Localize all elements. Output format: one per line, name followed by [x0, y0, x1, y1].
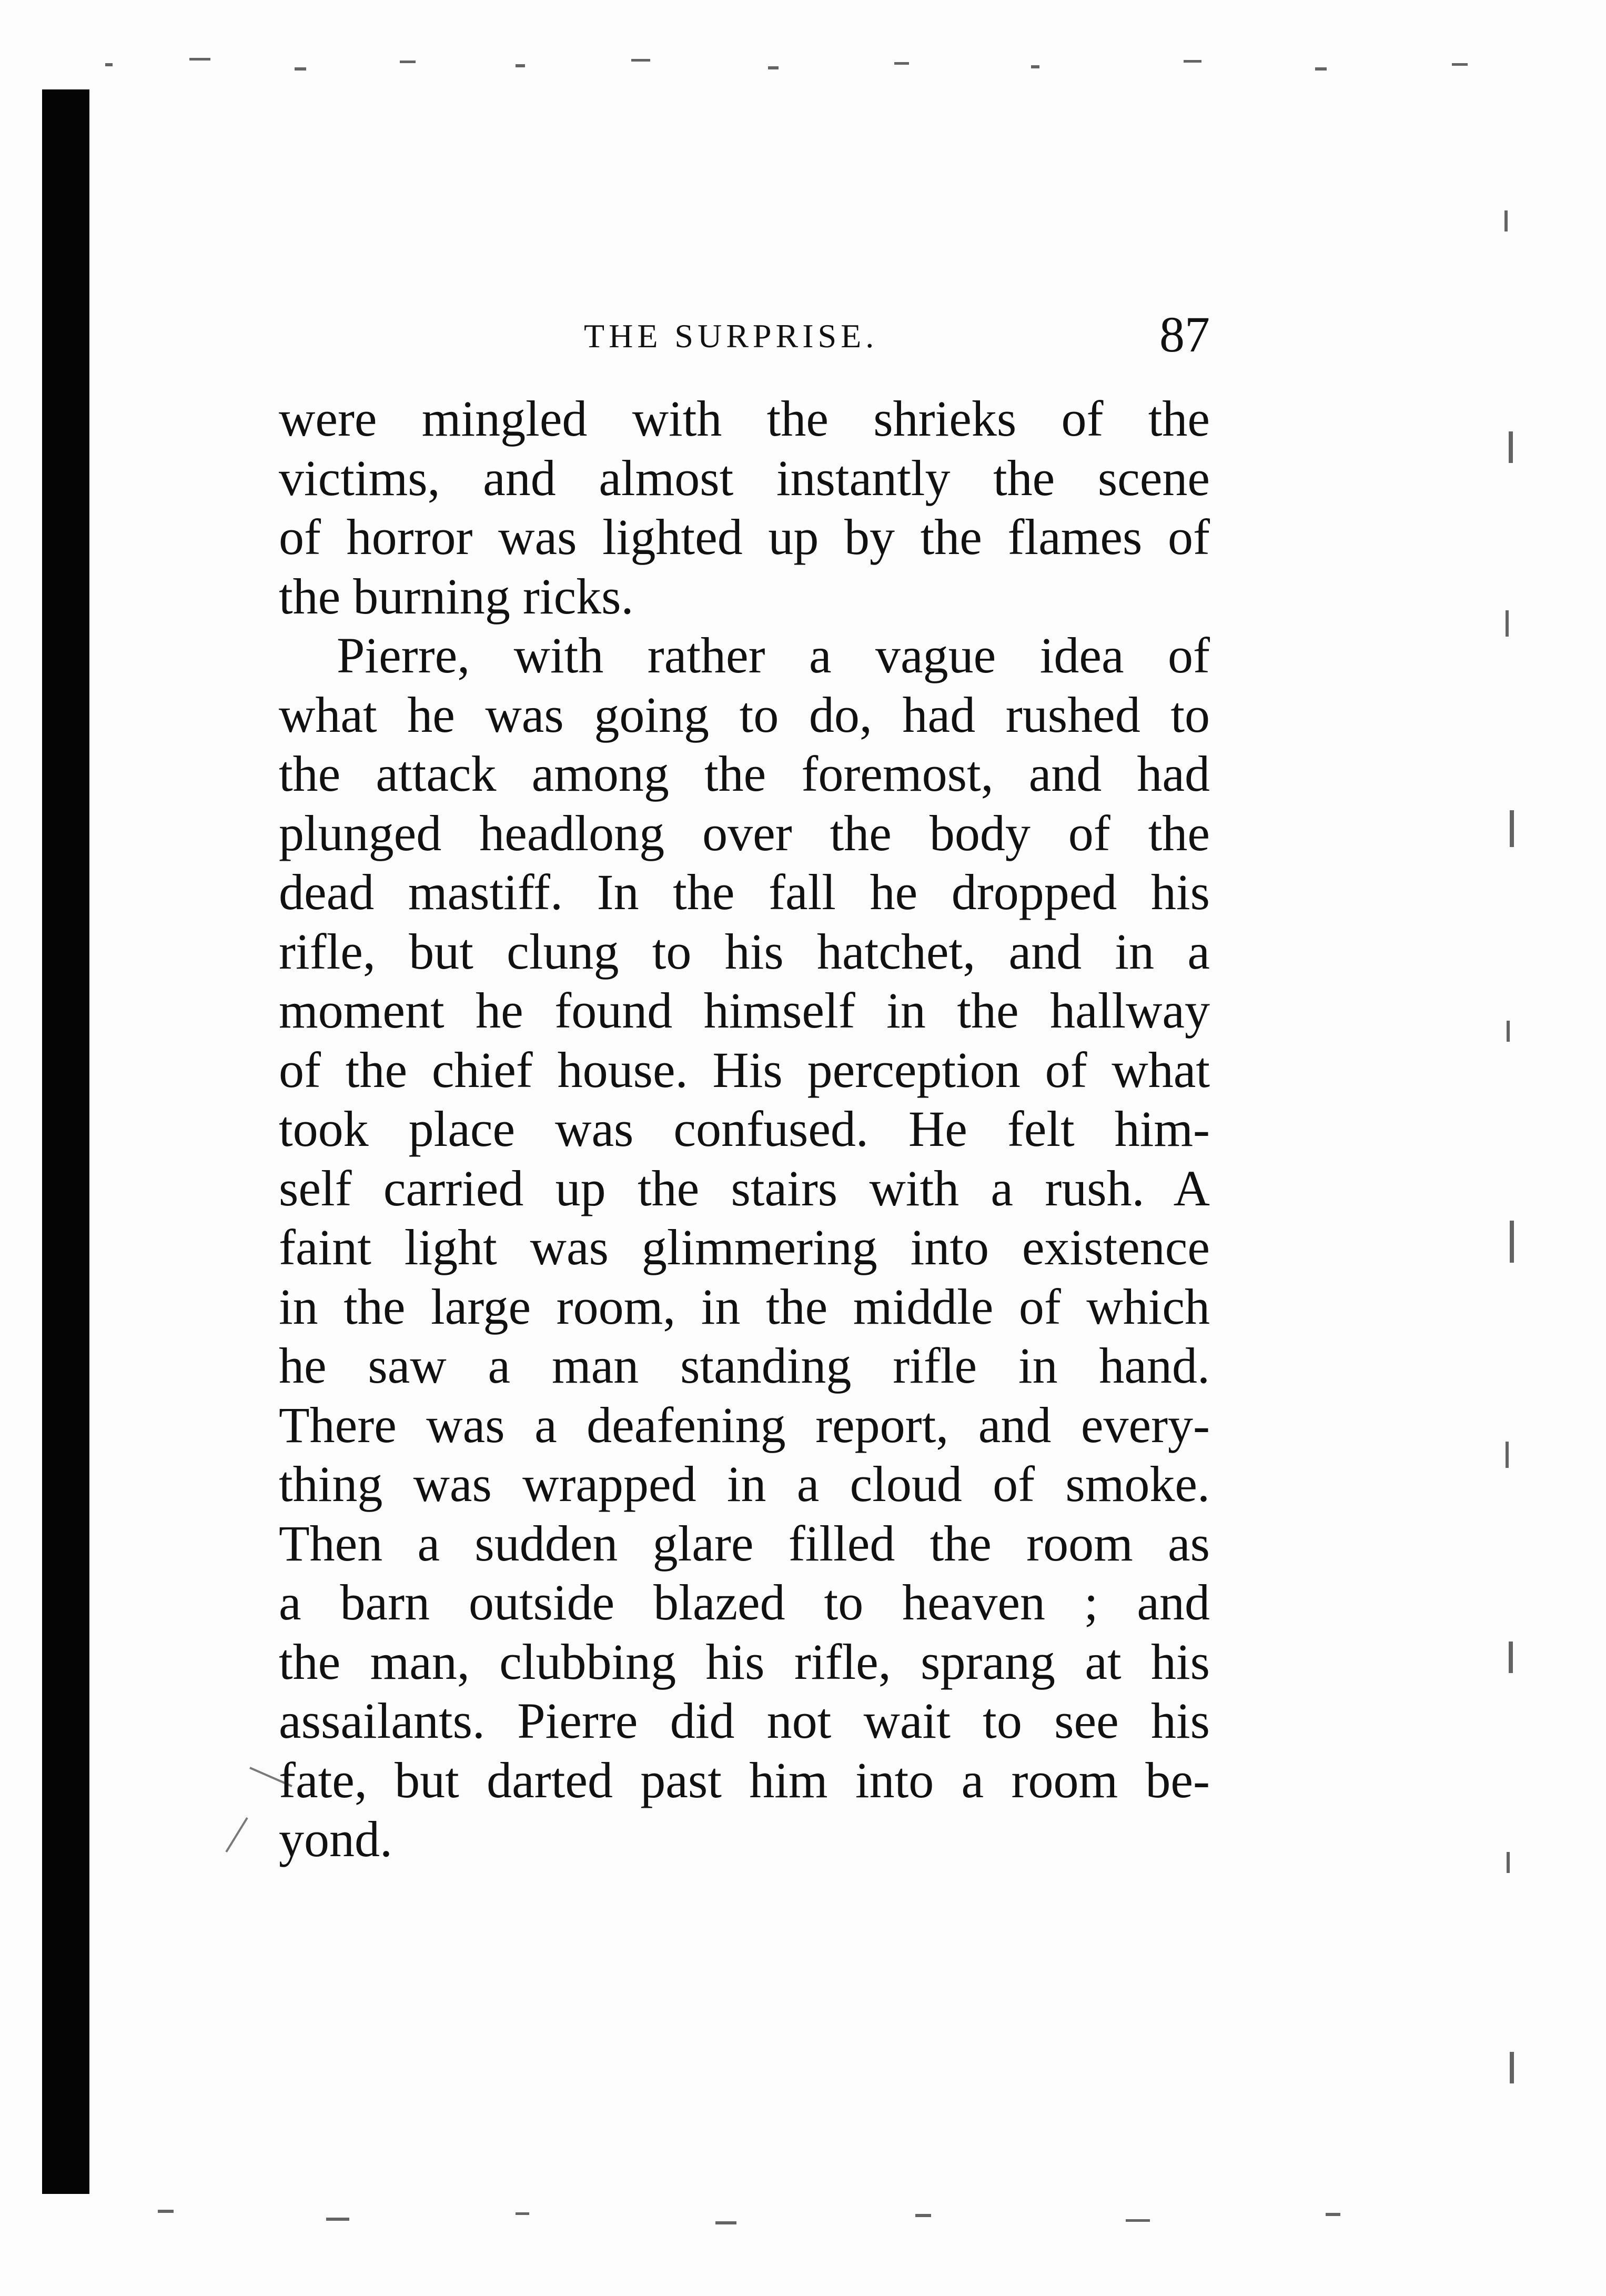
- text-line: rifle, but clung to his hatchet, and in a: [279, 923, 1210, 980]
- text-line: what he was going to do, had rushed to: [279, 686, 1210, 743]
- text-line: moment he found himself in the hallway: [279, 982, 1210, 1039]
- text-line: yond.: [279, 1811, 392, 1867]
- text-line: victims, and almost instantly the scene: [279, 449, 1210, 506]
- page-number: 87: [1159, 306, 1210, 362]
- text-line: he saw a man standing rifle in hand.: [279, 1337, 1210, 1394]
- text-line: assailants. Pierre did not wait to see his: [279, 1693, 1210, 1749]
- text-line: in the large room, in the middle of which: [279, 1278, 1210, 1335]
- text-line: took place was confused. He felt him-: [279, 1101, 1210, 1157]
- text-line: of the chief house. His perception of what: [279, 1041, 1210, 1098]
- text-line: dead mastiff. In the fall he dropped his: [279, 864, 1210, 920]
- text-line: a barn outside blazed to heaven ; and: [279, 1574, 1210, 1630]
- text-line: Pierre, with rather a vague idea of: [337, 627, 1210, 683]
- text-line: were mingled with the shrieks of the: [279, 390, 1210, 447]
- text-line: the attack among the foremost, and had: [279, 746, 1210, 802]
- text-line: self carried up the stairs with a rush. A: [279, 1160, 1210, 1216]
- body-text: [279, 389, 1210, 1869]
- text-line: thing was wrapped in a cloud of smoke.: [279, 1456, 1210, 1512]
- text-line: the burning ricks.: [279, 568, 634, 625]
- text-line: of horror was lighted up by the flames of: [279, 509, 1210, 565]
- text-line: There was a deafening report, and every-: [279, 1396, 1210, 1453]
- text-line: faint light was glimmering into existence: [279, 1219, 1210, 1275]
- text-line: fate, but darted past him into a room be-: [279, 1751, 1210, 1808]
- text-line: Then a sudden glare filled the room as: [279, 1515, 1210, 1572]
- page-header: [279, 305, 1210, 368]
- text-line: the man, clubbing his rifle, sprang at his: [279, 1633, 1210, 1690]
- text-line: plunged headlong over the body of the: [279, 804, 1210, 861]
- running-head: THE SURPRISE.: [584, 317, 878, 355]
